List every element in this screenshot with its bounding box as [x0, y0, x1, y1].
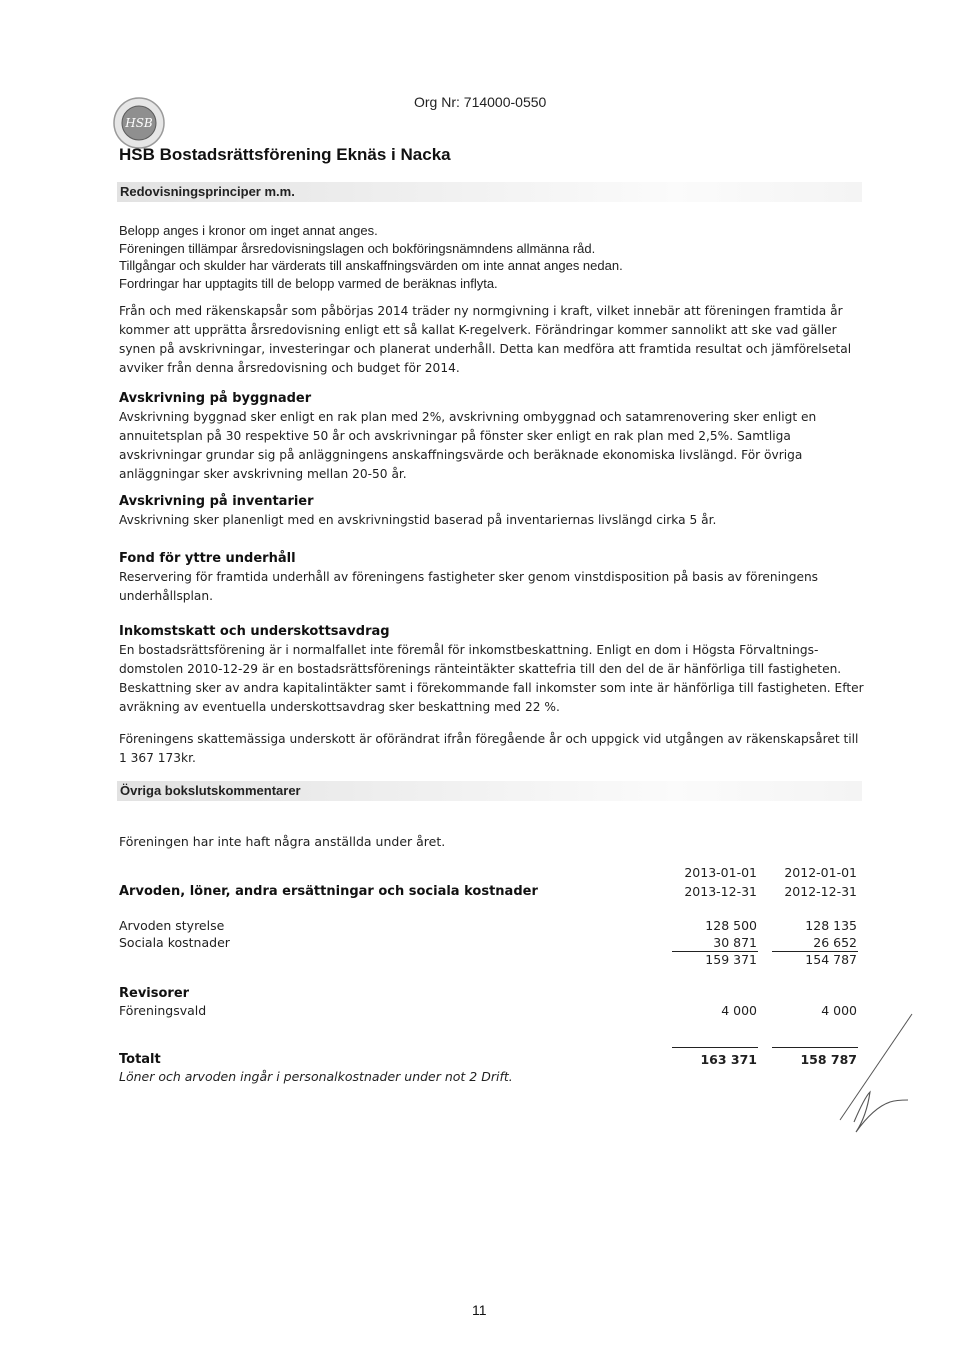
section-text: Föreningens skattemässiga underskott är oförändrat ifrån föregående år och uppgick vid utgången av räkenskapsåret till 1 367 173kr. — [119, 732, 859, 765]
auditors-heading: Revisorer — [119, 986, 190, 1001]
period2-start: 2012-01-01 — [784, 865, 857, 880]
period2-end: 2012-12-31 — [784, 884, 857, 899]
table-title: Arvoden, löner, andra ersättningar och sociala kostnader — [119, 884, 538, 899]
row-value: 128 135 — [805, 918, 857, 933]
section-text: Avskrivning sker planenligt med en avskrivningstid baserad på inventariernas livslängd cirka 5 år. — [119, 513, 717, 527]
row-value: 128 500 — [705, 918, 757, 933]
section-band-principles — [117, 182, 862, 202]
section-text: Avskrivning byggnad sker enligt en rak plan med 2%, avskrivning ombyggnad och satamrenovering sker enligt en annuitetsplan på 30 respektive 50 år och avskrivningar på fönster sker enligt en rak plan med 2,5%. Samtliga avskrivningar grundar sig på anläggningens anskaffningsvärde och beräknade ekonomiska livslängd. För övriga anläggningar sker avskrivning mellan 20-50 år. — [119, 410, 817, 481]
company-name: HSB Bostadsrättsförening Eknäs i Nacka — [119, 145, 451, 164]
subtotal-value: 159 371 — [705, 952, 757, 967]
row-value: 4 000 — [721, 1003, 757, 1018]
row-value: 4 000 — [821, 1003, 857, 1018]
org-number: Org Nr: 714000-0550 — [414, 94, 547, 110]
principles-lines — [119, 222, 623, 292]
section-heading: Fond för yttre underhåll — [119, 551, 296, 566]
section-text: Reservering för framtida underhåll av föreningens fastigheter sker genom vinstdisposition på basis av föreningens underhållsplan. — [119, 570, 819, 603]
row-value: 30 871 — [713, 935, 757, 950]
k3-paragraph: Från och med räkenskapsår som påbörjas 2014 träder ny normgivning i kraft, vilket innebär att föreningen framtida år kommer att upprätta årsredovisning enligt ett så kallat K-regelverk. Förändringar kommer sannolikt att ske vad gäller synen på avskrivningar, investeringar och planerat underhåll. Detta kan medföra att framtida resultat och jämförelsetal avviker från denna årsredovisning och budget för 2014. — [119, 304, 852, 375]
svg-text:HSB: HSB — [125, 116, 153, 130]
period1-end: 2013-12-31 — [684, 884, 757, 899]
total-rule — [672, 1047, 758, 1048]
footnote: Löner och arvoden ingår i personalkostnader under not 2 Drift. — [119, 1069, 513, 1084]
principle-line: Tillgångar och skulder har värderats till anskaffningsvärden om inte annat anges nedan. — [119, 258, 623, 273]
employees-text: Föreningen har inte haft några anställda under året. — [119, 834, 446, 849]
page-number: 11 — [472, 1302, 487, 1318]
row-label: Arvoden styrelse — [119, 918, 225, 933]
total-label: Totalt — [119, 1052, 161, 1067]
section-title: Övriga bokslutskommentarer — [120, 783, 301, 798]
section-heading: Avskrivning på inventarier — [119, 494, 314, 509]
principle-line: Fordringar har upptagits till de belopp varmed de beräknas inflyta. — [119, 275, 498, 291]
section-heading: Inkomstskatt och underskottsavdrag — [119, 624, 390, 639]
subtotal-value: 154 787 — [805, 952, 857, 967]
period1-start: 2013-01-01 — [684, 865, 757, 880]
section-title: Redovisningsprinciper m.m. — [120, 184, 295, 199]
total-value: 158 787 — [800, 1052, 857, 1067]
principle-line: Föreningen tillämpar årsredovisningslagen och bokföringsnämndens allmänna råd. — [119, 240, 596, 256]
handwritten-initials — [830, 1010, 920, 1140]
section-text: En bostadsrättsförening är i normalfallet inte föremål för inkomstbeskattning. Enligt en dom i Högsta Förvaltnings-domstolen 2010-12-29 är en bostadsrättsförenings ränteintäkter skattefria till den del de är hänförliga till fastigheten. Beskattning sker av andra kapitalintäkter samt i förekommande fall inkomster som inte är hänförliga till fastigheten. Efter avräkning av eventuella underskottsavdrag sker beskattning med 22 %. — [119, 643, 864, 714]
total-value: 163 371 — [700, 1052, 757, 1067]
section-band-other — [117, 781, 862, 801]
row-label: Sociala kostnader — [119, 935, 230, 950]
principle-line: Belopp anges i kronor om inget annat anges. — [119, 223, 378, 238]
hsb-logo — [112, 96, 166, 150]
row-label: Föreningsvald — [119, 1003, 207, 1018]
row-value: 26 652 — [813, 935, 857, 950]
section-heading: Avskrivning på byggnader — [119, 391, 312, 406]
